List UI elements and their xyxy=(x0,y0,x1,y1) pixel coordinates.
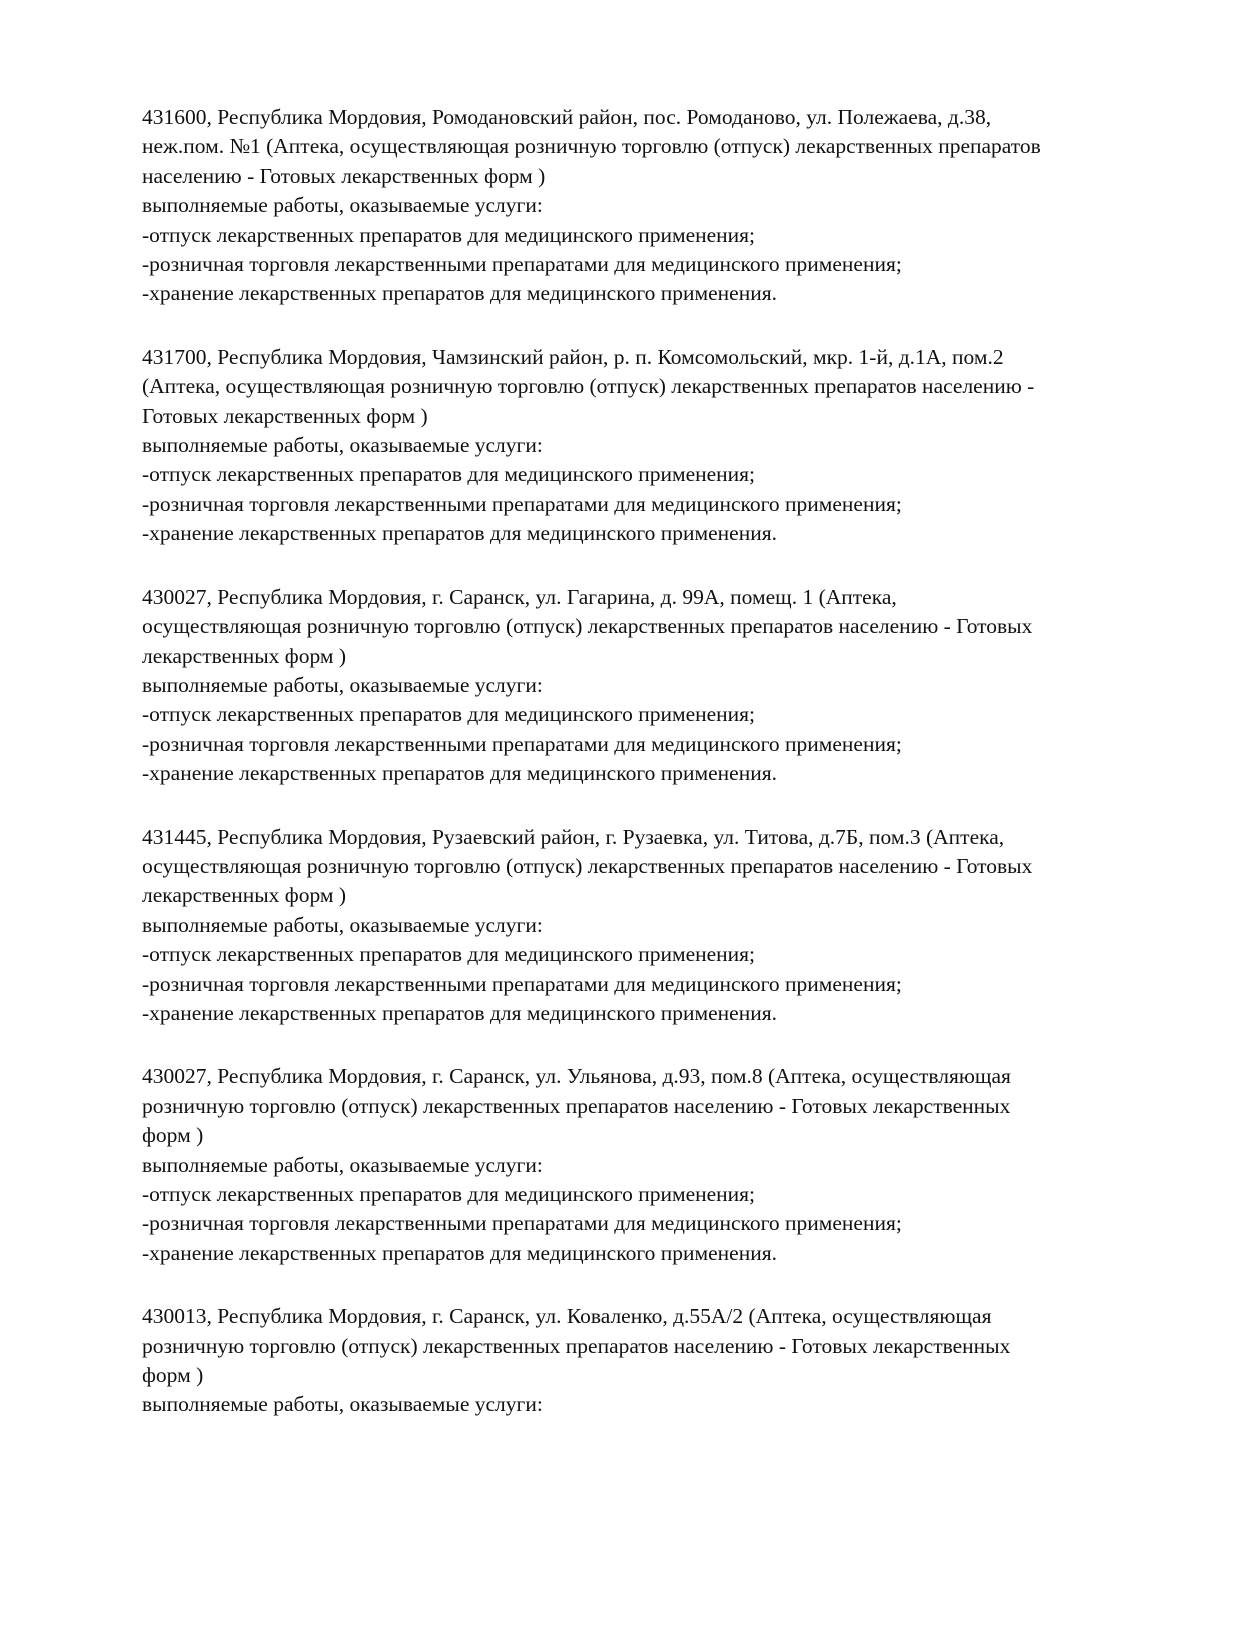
pharmacy-entry xyxy=(142,1062,1140,1268)
service-item: -отпуск лекарственных препаратов для медицинского применения; xyxy=(142,222,756,247)
address-line: (Аптека, осуществляющая розничную торговлю (отпуск) лекарственных препаратов населению - xyxy=(142,374,1035,399)
service-item: -хранение лекарственных препаратов для медицинского применения. xyxy=(142,521,777,546)
address-line: Готовых лекарственных форм ) xyxy=(142,403,428,428)
service-item: -розничная торговля лекарственными препаратами для медицинского применения; xyxy=(142,971,902,996)
service-item: -отпуск лекарственных препаратов для медицинского применения; xyxy=(142,462,756,487)
address-line: форм ) xyxy=(142,1123,204,1148)
service-item: -розничная торговля лекарственными препаратами для медицинского применения; xyxy=(142,252,902,277)
pharmacy-entry xyxy=(142,103,1140,309)
service-item: -розничная торговля лекарственными препаратами для медицинского применения; xyxy=(142,1211,902,1236)
address-line: населению - Готовых лекарственных форм ) xyxy=(142,163,546,188)
pharmacy-entry xyxy=(142,343,1140,549)
service-item: -хранение лекарственных препаратов для медицинского применения. xyxy=(142,281,777,306)
service-item: -хранение лекарственных препаратов для медицинского применения. xyxy=(142,1000,777,1025)
pharmacy-entry xyxy=(142,1302,1140,1420)
address-line: 431445, Республика Мордовия, Рузаевский район, г. Рузаевка, ул. Титова, д.7Б, пом.3 (Аптека, xyxy=(142,824,1005,849)
address-line: неж.пом. №1 (Аптека, осуществляющая розничную торговлю (отпуск) лекарственных препаратов xyxy=(142,134,1041,159)
services-heading: выполняемые работы, оказываемые услуги: xyxy=(142,433,543,458)
services-heading: выполняемые работы, оказываемые услуги: xyxy=(142,672,543,697)
service-item: -розничная торговля лекарственными препаратами для медицинского применения; xyxy=(142,731,902,756)
address-line: лекарственных форм ) xyxy=(142,883,347,908)
pharmacy-entry xyxy=(142,823,1140,1029)
service-item: -отпуск лекарственных препаратов для медицинского применения; xyxy=(142,942,756,967)
pharmacy-entry xyxy=(142,583,1140,789)
address-line: 431700, Республика Мордовия, Чамзинский район, р. п. Комсомольский, мкр. 1-й, д.1А, пом.2 xyxy=(142,344,1004,369)
address-line: форм ) xyxy=(142,1363,204,1388)
address-line: осуществляющая розничную торговлю (отпуск) лекарственных препаратов населению - Готовых xyxy=(142,853,1033,878)
service-item: -отпуск лекарственных препаратов для медицинского применения; xyxy=(142,1182,756,1206)
address-line: розничную торговлю (отпуск) лекарственных препаратов населению - Готовых лекарственных xyxy=(142,1093,1011,1118)
service-item: -отпуск лекарственных препаратов для медицинского применения; xyxy=(142,702,756,727)
address-line: 430027, Республика Мордовия, г. Саранск, ул. Ульянова, д.93, пом.8 (Аптека, осуществляющая xyxy=(142,1064,1011,1089)
services-heading: выполняемые работы, оказываемые услуги: xyxy=(142,193,543,218)
address-line: лекарственных форм ) xyxy=(142,643,347,668)
services-heading: выполняемые работы, оказываемые услуги: xyxy=(142,912,543,937)
address-line: осуществляющая розничную торговлю (отпуск) лекарственных препаратов населению - Готовых xyxy=(142,614,1033,639)
services-heading: выполняемые работы, оказываемые услуги: xyxy=(142,1152,543,1177)
address-line: 431600, Республика Мордовия, Ромодановский район, пос. Ромоданово, ул. Полежаева, д.38, xyxy=(142,105,992,129)
service-item: -хранение лекарственных препаратов для медицинского применения. xyxy=(142,1240,777,1265)
address-line: 430027, Республика Мордовия, г. Саранск, ул. Гагарина, д. 99А, помещ. 1 (Аптека, xyxy=(142,584,897,609)
services-heading: выполняемые работы, оказываемые услуги: xyxy=(142,1392,543,1417)
service-item: -хранение лекарственных препаратов для медицинского применения. xyxy=(142,761,777,786)
service-item: -розничная торговля лекарственными препаратами для медицинского применения; xyxy=(142,491,902,516)
address-line: 430013, Республика Мордовия, г. Саранск, ул. Коваленко, д.55А/2 (Аптека, осуществляющая xyxy=(142,1304,992,1329)
address-line: розничную торговлю (отпуск) лекарственных препаратов населению - Готовых лекарственных xyxy=(142,1333,1011,1358)
